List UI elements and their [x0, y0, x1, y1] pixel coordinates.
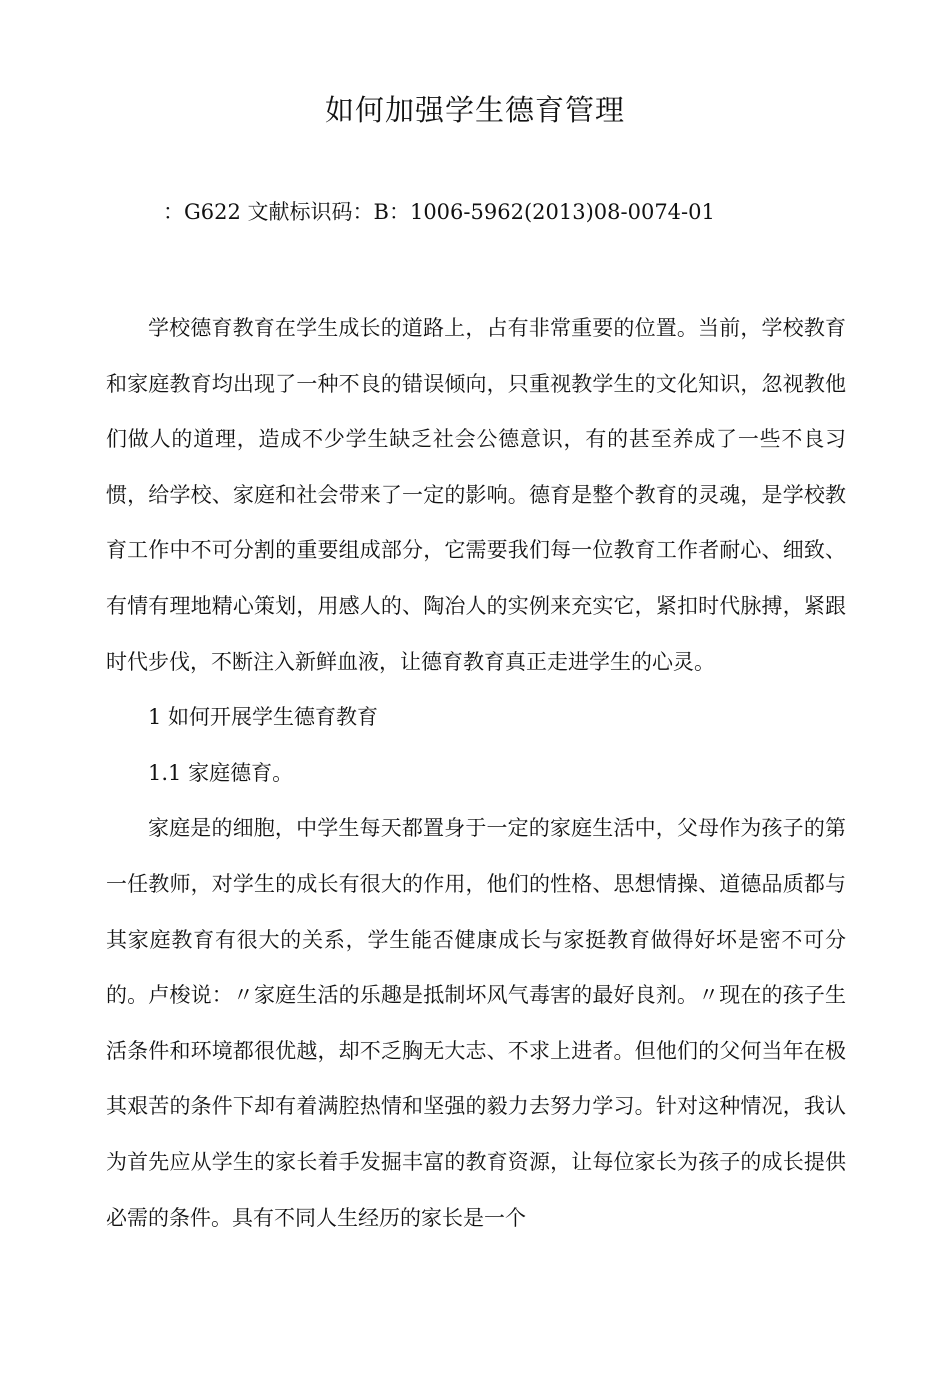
- family-education-paragraph: 家庭是的细胞，中学生每天都置身于一定的家庭生活中，父母作为孩子的第一任教师，对学生的成长有很大的作用，他们的性格、思想情操、道德品质都与其家庭教育有很大的关系，学生能否健康成长与家挺教育做得好坏是密不可分的。卢梭说：〃家庭生活的乐趣是抵制坏风气毒害的最好良剂。〃现在的孩子生活条件和环境都很优越，却不乏胸无大志、不求上进者。但他们的父何当年在极其艰苦的条件下却有着满腔热情和坚强的毅力去努力学习。针对这种情况，我认为首先应从学生的家长着手发掘丰富的教育资源，让每位家长为孩子的成长提供必需的条件。具有不同人生经历的家长是一个: [106, 816, 846, 1230]
- section-heading: 1 如何开展学生德育教育: [148, 705, 379, 730]
- document-body: [106, 301, 846, 1246]
- document-title: 如何加强学生德育管理: [324, 93, 625, 127]
- intro-paragraph: 学校德育教育在学生成长的道路上，占有非常重要的位置。当前，学校教育和家庭教育均出现了一种不良的错误倾向，只重视教学生的文化知识，忽视教他们做人的道理，造成不少学生缺乏社会公德意识，有的甚至养成了一些不良习惯，给学校、家庭和社会带来了一定的影响。德育是整个教育的灵魂，是学校教育工作中不可分割的重要组成部分，它需要我们每一位教育工作者耐心、细致、有情有理地精心策划，用感人的、陶冶人的实例来充实它，紧扣时代脉搏，紧跟时代步伐，不断注入新鲜血液，让德育教育真正走进学生的心灵。: [106, 316, 846, 674]
- subsection-heading: 1.1 家庭德育。: [148, 760, 294, 785]
- classification-line: ：G622 文献标识码：B：1006-5962(2013)08-0074-01: [163, 200, 715, 224]
